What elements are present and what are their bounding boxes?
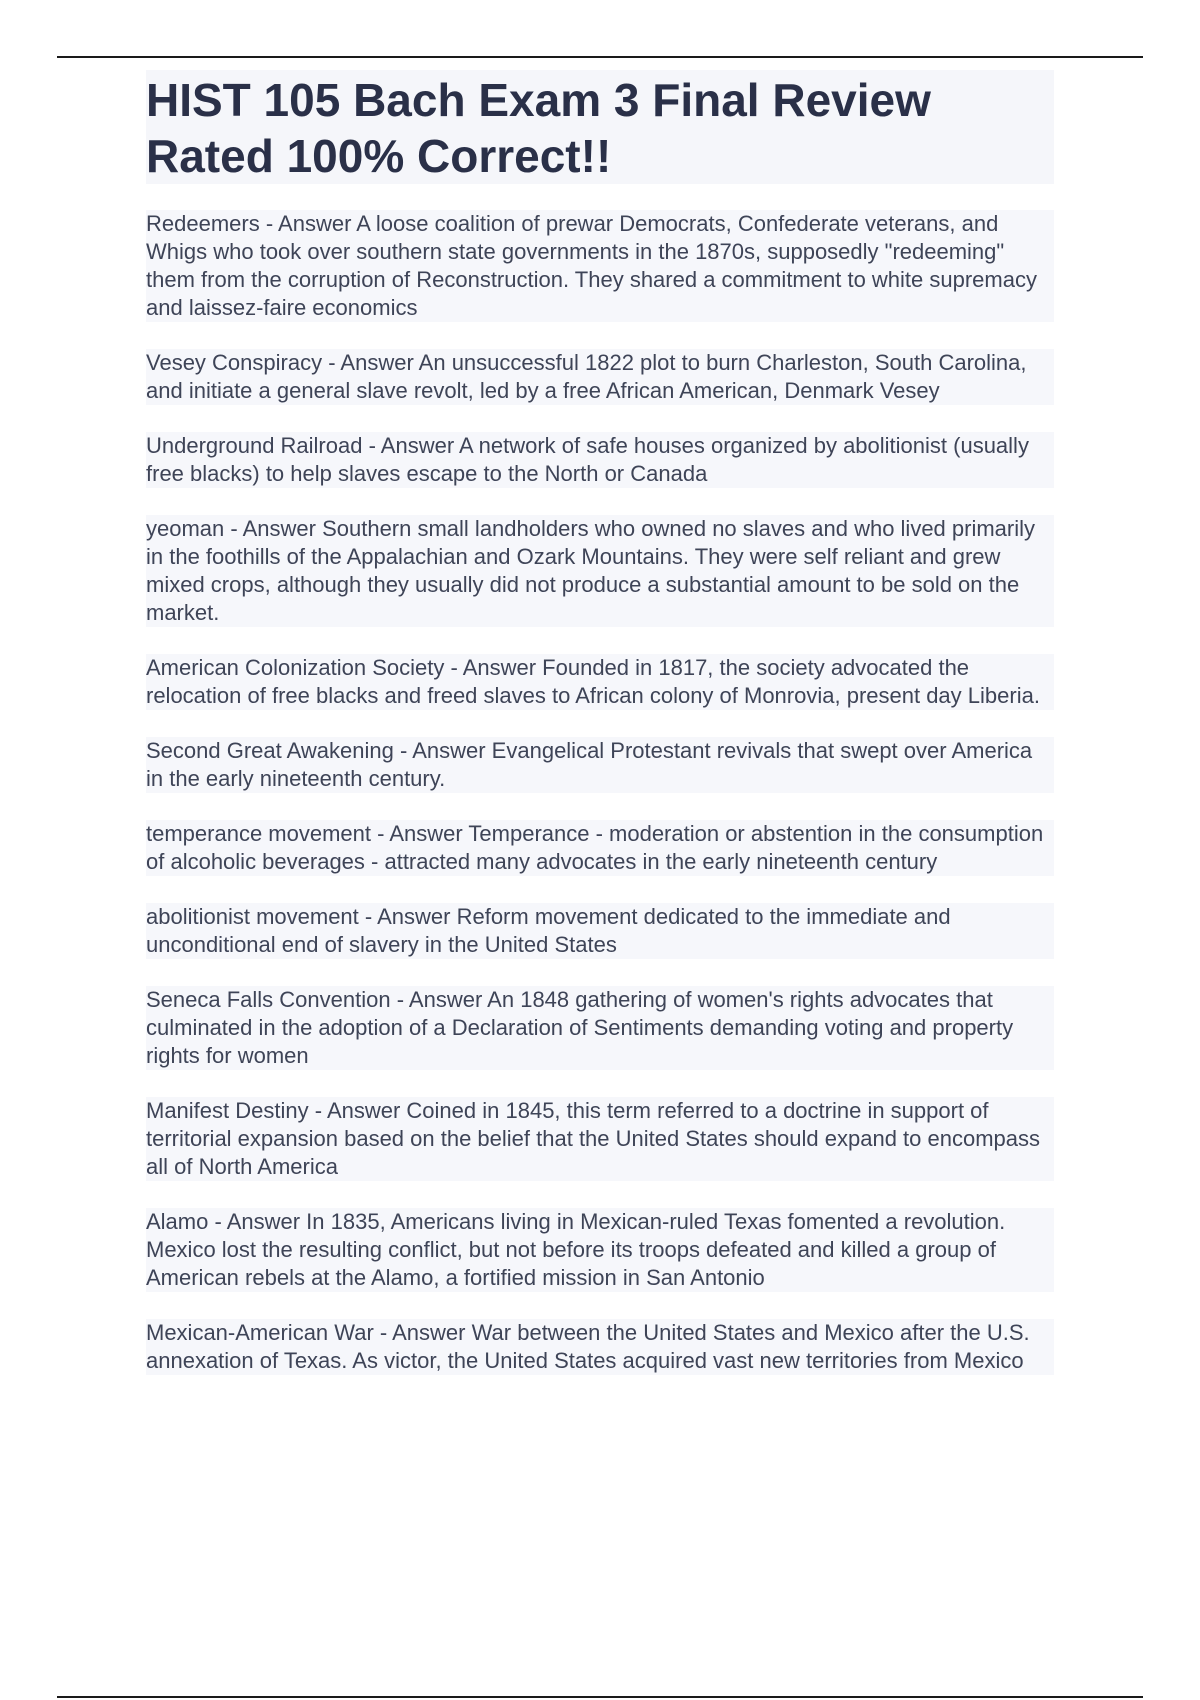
- footer-rule: [57, 1696, 1143, 1698]
- list-item: Seneca Falls Convention - Answer An 1848 gathering of women's rights advocates that culminated in the adoption of a Declaration of Sentiments demanding voting and property rights for women: [146, 986, 1054, 1070]
- list-item: Manifest Destiny - Answer Coined in 1845, this term referred to a doctrine in support of territorial expansion based on the belief that the United States should expand to encompass all of North America: [146, 1097, 1054, 1181]
- list-item: Redeemers - Answer A loose coalition of prewar Democrats, Confederate veterans, and Whigs who took over southern state governments in the 1870s, supposedly "redeeming" them from the corruption of Reconstruction. They shared a commitment to white supremacy and laissez-faire economics: [146, 210, 1054, 322]
- list-item: Vesey Conspiracy - Answer An unsuccessful 1822 plot to burn Charleston, South Carolina, and initiate a general slave revolt, led by a free African American, Denmark Vesey: [146, 349, 1054, 405]
- list-item: American Colonization Society - Answer Founded in 1817, the society advocated the relocation of free blacks and freed slaves to African colony of Monrovia, present day Liberia.: [146, 654, 1054, 710]
- list-item: Mexican-American War - Answer War between the United States and Mexico after the U.S. annexation of Texas. As victor, the United States acquired vast new territories from Mexico: [146, 1319, 1054, 1375]
- header-rule: [57, 56, 1143, 58]
- document-body: [146, 70, 1054, 1402]
- list-item: abolitionist movement - Answer Reform movement dedicated to the immediate and unconditional end of slavery in the United States: [146, 903, 1054, 959]
- entry-list: [146, 210, 1054, 1375]
- document-title: HIST 105 Bach Exam 3 Final Review Rated 100% Correct!!: [146, 70, 1054, 184]
- list-item: yeoman - Answer Southern small landholders who owned no slaves and who lived primarily in the foothills of the Appalachian and Ozark Mountains. They were self reliant and grew mixed crops, although they usually did not produce a substantial amount to be sold on the market.: [146, 515, 1054, 627]
- list-item: temperance movement - Answer Temperance - moderation or abstention in the consumption of alcoholic beverages - attracted many advocates in the early nineteenth century: [146, 820, 1054, 876]
- list-item: Underground Railroad - Answer A network of safe houses organized by abolitionist (usually free blacks) to help slaves escape to the North or Canada: [146, 432, 1054, 488]
- list-item: Alamo - Answer In 1835, Americans living in Mexican-ruled Texas fomented a revolution. Mexico lost the resulting conflict, but not before its troops defeated and killed a group of American rebels at the Alamo, a fortified mission in San Antonio: [146, 1208, 1054, 1292]
- list-item: Second Great Awakening - Answer Evangelical Protestant revivals that swept over America in the early nineteenth century.: [146, 737, 1054, 793]
